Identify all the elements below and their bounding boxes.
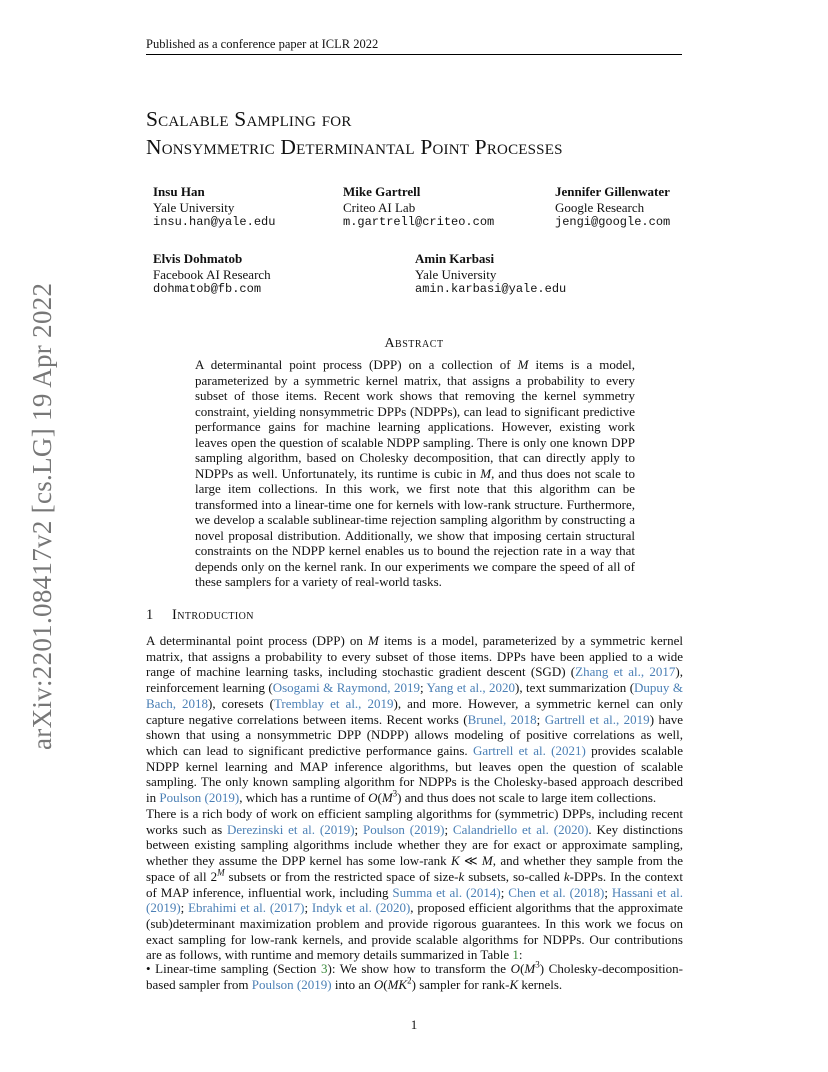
abstract-heading: Abstract [384, 336, 444, 351]
author-block-5 [415, 251, 566, 298]
citation-link[interactable]: Ebrahimi et al. (2017) [188, 900, 305, 916]
author-email[interactable]: insu.han@yale.edu [153, 215, 276, 229]
citation-link[interactable]: Gartrell et al., 2019 [544, 711, 650, 727]
author-email[interactable]: amin.karbasi@yale.edu [415, 282, 567, 296]
bullet-marker: • [146, 961, 151, 976]
abstract-body: A determinantal point process (DPP) on a collection of M items is a model, parameterized by a symmetric kernel matrix, that assigns a probability to every subset of those items. Recent work shows that removing the kernel symmetry constraint, yielding nonsymmetric DPPs (NDPPs), can lead to significant predictive performance gains for machine learning applications. However, existing work leaves open the question of scalable NDPP sampling. There is only one known DPP sampling algorithm, based on Cholesky decomposition, that can directly apply to NDPPs as well. Unfortunately, its runtime is cubic in M, and thus does not scale to large item collections. In this work, we first note that this algorithm can be transformed into a linear-time one for kernels with low-rank structure. Furthermore, we develop a scalable sublinear-time rejection sampling algorithm by constructing a novel proposal distribution. Additionally, we show that imposing certain structural constraints on the NDPP kernel enables us to bound the rejection rate in a way that depends only on the kernel rank. In our experiments we compare the speed of all of these samplers for a variety of real-world tasks. [195, 357, 635, 589]
intro-paragraph-1: A determinantal point process (DPP) on M items is a model, parameterized by a symmetric kernel matrix, that assigns a probability to every subset of those items. DPPs have been applied to a wide range of machine learning tasks, including stochastic gradient descent (SGD) (Zhang et al., 2017), reinforcement learning (Osogami & Raymond, 2019; Yang et al., 2020), text summarization (Dupuy & Bach, 2018), coresets (Tremblay et al., 2019), and more. However, a symmetric kernel can only capture negative correlations between items. Recent works (Brunel, 2018; Gartrell et al., 2019) have shown that using a nonsymmetric DPP (NDPP) allows modeling of positive correlations as well, which can lead to significant predictive performance gains. Gartrell et al. (2021) provides scalable NDPP kernel learning and MAP inference algorithms, but leaves open the question of scalable sampling. The only known sampling algorithm for NDPPs is the Cholesky-based approach described in Poulson (2019), which has a runtime of $O(M^3)$ and thus does not scale to large item collections. [146, 633, 684, 806]
citation-link[interactable]: Tremblay et al., 2019 [273, 695, 394, 711]
citation-link[interactable]: Summa et al. (2014) [392, 884, 501, 900]
citation-link[interactable]: Poulson (2019) [159, 790, 240, 806]
author-block-1 [153, 184, 275, 231]
author-name: Elvis Dohmatob [153, 251, 243, 266]
citation-link[interactable]: Poulson (2019) [251, 976, 332, 992]
page-number: 1 [410, 1017, 418, 1032]
section-ref-link[interactable]: 3 [321, 961, 328, 976]
arxiv-stamp: arXiv:2201.08417v2 [cs.LG] 19 Apr 2022 [27, 282, 57, 750]
citation-link[interactable]: Derezinski et al. (2019) [227, 821, 355, 837]
citation-link[interactable]: Gartrell et al. (2021) [472, 742, 586, 758]
citation-link[interactable]: Dupuy & Bach, 2018 [146, 680, 683, 711]
contribution-bullet: • Linear-time sampling (Section 3): We show how to transform the $O(M^3)$ Cholesky-decomposition-based sampler from Poulson (2019) into an $O(MK^2)$ sampler for rank-K kernels. [146, 959, 683, 992]
citation-link[interactable]: Hassani et al. (2019) [146, 884, 683, 916]
author-name: Jennifer Gillenwater [555, 184, 670, 199]
citation-link[interactable]: Yang et al., 2020 [426, 680, 516, 696]
author-name: Mike Gartrell [343, 184, 421, 199]
author-affiliation: Criteo AI Lab [343, 199, 416, 215]
citation-link[interactable]: Indyk et al. (2020) [311, 900, 411, 916]
author-name: Insu Han [153, 184, 205, 199]
citation-link[interactable]: Poulson (2019) [363, 821, 445, 837]
table-ref-link[interactable]: 1 [512, 947, 519, 963]
header-rule [146, 54, 682, 55]
title-line-1: Scalable Sampling for [146, 107, 352, 131]
section-title: Introduction [172, 607, 254, 623]
author-affiliation: Yale University [153, 199, 235, 215]
author-email[interactable]: dohmatob@fb.com [153, 282, 262, 296]
author-block-3 [555, 184, 670, 231]
citation-link[interactable]: Osogami & Raymond, 2019 [272, 680, 420, 696]
intro-paragraph-2: There is a rich body of work on efficient sampling algorithms for (symmetric) DPPs, including recent works such as Derezinski et al. (2019); Poulson (2019); Calandriello et al. (2020). Key distinctions between existing sampling algorithms include whether they are for exact or approximate sampling, whether they assume the DPP kernel has some low-rank K ≪ M, and whether they sample from the space of all $2^M$ subsets or from the restricted space of size-k subsets, so-called k-DPPs. In the context of MAP inference, influential work, including Summa et al. (2014); Chen et al. (2018); Hassani et al. (2019); Ebrahimi et al. (2017); Indyk et al. (2020), proposed efficient algorithms that the approximate (sub)determinant maximization problem and provide rigorous guarantees. In this work we focus on exact sampling for low-rank kernels, and provide scalable algorithms for NDPPs. Our contributions are as follows, with runtime and memory details summarized in Table 1: [146, 806, 683, 963]
author-email[interactable]: jengi@google.com [555, 215, 671, 229]
author-affiliation: Google Research [555, 199, 645, 215]
author-block-4 [153, 251, 271, 298]
author-affiliation: Yale University [415, 266, 497, 282]
author-block-2 [343, 184, 494, 231]
author-affiliation: Facebook AI Research [153, 266, 271, 282]
author-email[interactable]: m.gartrell@criteo.com [343, 215, 495, 229]
citation-link[interactable]: Chen et al. (2018) [508, 884, 605, 900]
author-name: Amin Karbasi [415, 251, 495, 266]
citation-link[interactable]: Brunel, 2018 [467, 711, 537, 727]
running-header: Published as a conference paper at ICLR 2022 [146, 37, 379, 51]
title-line-2: Nonsymmetric Determinantal Point Processes [146, 135, 563, 159]
citation-link[interactable]: Zhang et al., 2017 [575, 664, 676, 680]
section-number: 1 [146, 607, 154, 623]
paper-title [146, 105, 746, 161]
citation-link[interactable]: Calandriello et al. (2020) [452, 821, 589, 837]
section-heading [146, 607, 254, 624]
